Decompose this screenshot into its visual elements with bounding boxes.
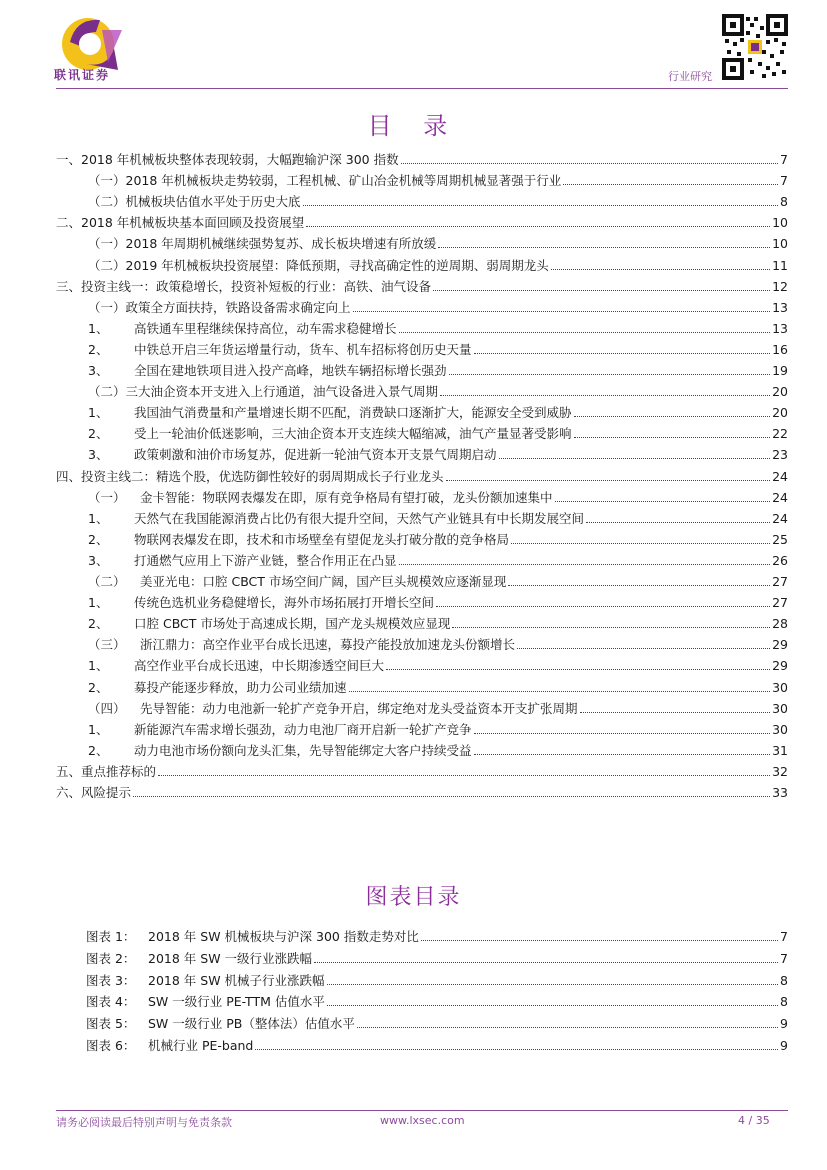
toc-entry-number: （二） xyxy=(88,574,126,589)
figure-entry-page: 9 xyxy=(780,1016,788,1032)
toc-entry-text: 传统色选机业务稳健增长，海外市场拓展打开增长空间 xyxy=(134,595,435,611)
toc-entry-number: 2、 xyxy=(88,679,109,695)
figure-entry[interactable] xyxy=(86,927,788,947)
toc-entry-page: 13 xyxy=(772,320,788,336)
toc-entry-page: 26 xyxy=(772,552,788,568)
footer-divider xyxy=(56,1110,788,1111)
toc-entry-number: （四） xyxy=(88,700,126,716)
toc-entry-page: 20 xyxy=(772,384,788,400)
toc-entry-number: （一） xyxy=(88,489,126,505)
toc-entry[interactable] xyxy=(88,656,788,676)
toc-entry-page: 29 xyxy=(772,637,788,653)
toc-entry-page: 29 xyxy=(772,658,788,674)
toc-leader-dots xyxy=(401,150,778,164)
toc-entry[interactable] xyxy=(88,678,788,698)
toc-leader-dots xyxy=(446,467,771,481)
toc-leader-dots xyxy=(517,635,770,649)
toc-entry-page: 27 xyxy=(772,574,788,589)
toc-entry-page: 16 xyxy=(772,341,788,357)
toc-entry-page: 32 xyxy=(772,763,788,779)
figure-leader-dots xyxy=(255,1036,778,1050)
toc-entry[interactable] xyxy=(88,382,788,402)
qr-code-icon xyxy=(722,14,788,80)
toc-entry-page: 24 xyxy=(772,489,788,505)
toc-entry-text: 打通燃气应用上下游产业链，整合作用正在凸显 xyxy=(134,552,397,568)
toc-leader-dots xyxy=(158,762,770,776)
toc-title: 目 录 xyxy=(367,112,460,140)
toc-entry[interactable] xyxy=(88,551,788,571)
figure-entry[interactable] xyxy=(86,949,788,969)
toc-entry-page: 13 xyxy=(772,299,788,315)
toc-entry-text: 一、2018 年机械板块整体表现较弱，大幅跑输沪深 300 指数 xyxy=(56,152,399,167)
figure-entry[interactable] xyxy=(86,992,788,1012)
toc-entry-page: 31 xyxy=(772,742,788,758)
toc-entry-page: 23 xyxy=(772,447,788,463)
toc-entry[interactable] xyxy=(88,593,788,613)
toc-entry-page: 12 xyxy=(772,278,788,294)
toc-entry[interactable] xyxy=(56,467,788,487)
toc-entry-text: 高空作业平台成长迅速，中长期渗透空间巨大 xyxy=(134,658,385,674)
footer-page-number: 4 / 35 xyxy=(738,1114,770,1127)
toc-entry[interactable] xyxy=(88,614,788,634)
toc-entry-page: 10 xyxy=(772,236,788,252)
toc-entry[interactable] xyxy=(88,424,788,444)
toc-leader-dots xyxy=(574,424,771,438)
figure-list-title: 图表目录 xyxy=(365,885,462,910)
toc-entry-number: 1、 xyxy=(88,405,109,421)
figure-entry-label: 图表 1： xyxy=(86,929,136,944)
toc-entry[interactable] xyxy=(88,635,788,655)
toc-entry-number: 2、 xyxy=(88,341,109,357)
toc-entry-text: 中铁总开启三年货运增量行动，货车、机车招标将创历史天量 xyxy=(134,341,472,357)
toc-entry[interactable] xyxy=(88,340,788,360)
toc-leader-dots xyxy=(574,403,771,417)
toc-entry-page: 30 xyxy=(772,721,788,737)
toc-entry-number: 3、 xyxy=(88,552,109,568)
toc-entry-number: 3、 xyxy=(88,363,109,378)
toc-entry[interactable] xyxy=(88,572,788,592)
figure-entry-page: 7 xyxy=(780,929,788,944)
figure-entry-page: 7 xyxy=(780,950,788,966)
toc-leader-dots xyxy=(511,530,770,544)
toc-entry-number: 1、 xyxy=(88,320,109,336)
toc-entry-number: 1、 xyxy=(88,595,109,611)
toc-entry-page: 25 xyxy=(772,531,788,547)
toc-entry-text: 我国油气消费量和产量增速长期不匹配，消费缺口逐渐扩大，能源安全受到威胁 xyxy=(134,405,572,421)
report-type-tag: 行业研究 xyxy=(668,70,712,83)
toc-entry[interactable] xyxy=(88,403,788,423)
figure-entry[interactable] xyxy=(86,1036,788,1056)
toc-leader-dots xyxy=(349,678,771,692)
toc-entry[interactable] xyxy=(56,150,788,170)
toc-leader-dots xyxy=(440,382,770,396)
toc-entry[interactable] xyxy=(88,699,788,719)
footer-disclaimer[interactable]: 请务必阅读最后特别声明与免责条款 xyxy=(56,1116,232,1129)
figure-entry-page: 8 xyxy=(780,972,788,988)
toc-leader-dots xyxy=(433,277,770,291)
toc-entry-number: 3、 xyxy=(88,447,109,463)
toc-entry-text: 金卡智能：物联网表爆发在即，原有竞争格局有望打破，龙头份额加速集中 xyxy=(140,489,553,505)
figure-entry-text: 2018 年 SW 一级行业涨跌幅 xyxy=(148,950,313,966)
toc-entry[interactable] xyxy=(88,530,788,550)
toc-entry-number: 1、 xyxy=(88,721,109,737)
toc-entry-text: 先导智能：动力电池新一轮扩产竞争开启，绑定绝对龙头受益资本开支扩张周期 xyxy=(140,700,578,716)
toc-entry-text: 口腔 CBCT 市场处于高速成长期，国产龙头规模效应显现 xyxy=(134,616,451,632)
figure-entry-page: 8 xyxy=(780,994,788,1010)
figure-entry-label: 图表 6： xyxy=(86,1038,136,1053)
toc-entry[interactable] xyxy=(88,234,788,254)
toc-entry[interactable] xyxy=(88,171,788,191)
toc-entry[interactable] xyxy=(88,256,788,276)
toc-leader-dots xyxy=(399,551,771,565)
toc-entry[interactable] xyxy=(56,213,788,233)
toc-entry-text: 募投产能逐步释放，助力公司业绩加速 xyxy=(134,679,347,695)
toc-leader-dots xyxy=(580,699,771,713)
toc-entry-text: （二）三大油企资本开支进入上行通道，油气设备进入景气周期 xyxy=(88,384,439,400)
toc-entry-number: 1、 xyxy=(88,510,109,526)
toc-leader-dots xyxy=(474,340,771,354)
toc-entry-number: 2、 xyxy=(88,531,109,547)
toc-entry-text: 动力电池市场份额向龙头汇集，先导智能绑定大客户持续受益 xyxy=(134,742,472,758)
toc-entry-page: 24 xyxy=(772,510,788,526)
toc-leader-dots xyxy=(563,171,778,185)
toc-leader-dots xyxy=(353,298,771,312)
toc-entry[interactable] xyxy=(56,783,788,803)
figure-entry[interactable] xyxy=(86,1014,788,1034)
toc-entry-text: 政策刺激和油价市场复苏，促进新一轮油气资本开支景气周期启动 xyxy=(134,447,497,463)
toc-entry-page: 22 xyxy=(772,426,788,442)
toc-entry-text: 六、风险提示 xyxy=(56,785,132,800)
toc-leader-dots xyxy=(133,783,770,797)
logo-text: 联讯证券 xyxy=(54,68,111,82)
toc-entry[interactable] xyxy=(88,361,788,381)
figure-entry-label: 图表 4： xyxy=(86,994,136,1010)
figure-entry-page: 9 xyxy=(780,1038,788,1053)
toc-entry-text: （一）2018 年周期机械继续强势复苏、成长板块增速有所放缓 xyxy=(88,236,437,252)
toc-entry-text: 三、投资主线一：政策稳增长，投资补短板的行业：高铁、油气设备 xyxy=(56,278,432,294)
toc-entry-text: （二）2019 年机械板块投资展望：降低预期，寻找高确定性的逆周期、弱周期龙头 xyxy=(88,257,549,273)
toc-leader-dots xyxy=(586,509,770,523)
toc-entry-text: 全国在建地铁项目进入投产高峰，地铁车辆招标增长强劲 xyxy=(134,363,447,378)
toc-leader-dots xyxy=(303,192,779,206)
toc-entry-page: 7 xyxy=(780,173,788,189)
toc-entry[interactable] xyxy=(88,319,788,339)
toc-entry-number: （三） xyxy=(88,637,126,653)
toc-leader-dots xyxy=(306,213,770,227)
toc-entry[interactable] xyxy=(56,277,788,297)
toc-leader-dots xyxy=(452,614,770,628)
figure-entry-text: SW 一级行业 PB（整体法）估值水平 xyxy=(148,1016,355,1032)
toc-entry-page: 11 xyxy=(772,257,788,273)
toc-entry-page: 20 xyxy=(772,405,788,421)
toc-entry-text: （二）机械板块估值水平处于历史大底 xyxy=(88,194,301,210)
toc-leader-dots xyxy=(474,741,771,755)
figure-entry-label: 图表 3： xyxy=(86,972,136,988)
figure-leader-dots xyxy=(327,971,779,985)
figure-leader-dots xyxy=(357,1014,778,1028)
toc-leader-dots xyxy=(436,593,770,607)
toc-entry[interactable] xyxy=(88,298,788,318)
toc-entry-text: 新能源汽车需求增长强劲，动力电池厂商开启新一轮扩产竞争 xyxy=(134,721,472,737)
toc-entry[interactable] xyxy=(88,488,788,508)
toc-leader-dots xyxy=(555,488,771,502)
toc-entry-text: 四、投资主线二：精选个股，优选防御性较好的弱周期成长子行业龙头 xyxy=(56,468,444,484)
toc-leader-dots xyxy=(399,319,771,333)
toc-entry-text: 受上一轮油价低迷影响，三大油企资本开支连续大幅缩减，油气产量显著受影响 xyxy=(134,426,572,442)
toc-entry-page: 30 xyxy=(772,700,788,716)
header-divider xyxy=(56,88,788,89)
figure-leader-dots xyxy=(314,949,778,963)
toc-entry-page: 8 xyxy=(780,194,788,210)
toc-entry-text: （一）政策全方面扶持，铁路设备需求确定向上 xyxy=(88,299,351,315)
figure-entry-text: 2018 年 SW 机械板块与沪深 300 指数走势对比 xyxy=(148,929,419,944)
toc-entry-text: 物联网表爆发在即，技术和市场壁垒有望促龙头打破分散的竞争格局 xyxy=(134,531,510,547)
toc-entry-page: 7 xyxy=(780,152,788,167)
figure-entry[interactable] xyxy=(86,971,788,991)
toc-entry-page: 10 xyxy=(772,215,788,231)
toc-entry[interactable] xyxy=(88,720,788,740)
toc-entry-page: 27 xyxy=(772,595,788,611)
toc-leader-dots xyxy=(449,361,771,375)
toc-leader-dots xyxy=(438,234,770,248)
toc-entry[interactable] xyxy=(88,445,788,465)
toc-entry-text: 天然气在我国能源消费占比仍有很大提升空间，天然气产业链具有中长期发展空间 xyxy=(134,510,585,526)
figure-entry-label: 图表 5： xyxy=(86,1016,136,1032)
figure-entry-text: 机械行业 PE-band xyxy=(148,1038,254,1053)
figure-entry-text: SW 一级行业 PE-TTM 估值水平 xyxy=(148,994,325,1010)
toc-leader-dots xyxy=(508,572,770,586)
toc-leader-dots xyxy=(386,656,770,670)
toc-entry-number: 2、 xyxy=(88,426,109,442)
toc-entry[interactable] xyxy=(88,509,788,529)
figure-leader-dots xyxy=(327,992,778,1006)
toc-entry[interactable] xyxy=(56,762,788,782)
toc-entry-page: 19 xyxy=(772,363,788,378)
figure-leader-dots xyxy=(421,927,778,941)
toc-entry-number: 2、 xyxy=(88,742,109,758)
toc-entry-page: 33 xyxy=(772,785,788,800)
toc-leader-dots xyxy=(474,720,771,734)
footer-url[interactable]: www.lxsec.com xyxy=(380,1114,465,1127)
toc-entry[interactable] xyxy=(88,192,788,212)
toc-entry-text: 美亚光电：口腔 CBCT 市场空间广阔，国产巨头规模效应逐渐显现 xyxy=(140,574,507,589)
toc-leader-dots xyxy=(551,256,770,270)
toc-entry-number: 1、 xyxy=(88,658,109,674)
figure-entry-text: 2018 年 SW 机械子行业涨跌幅 xyxy=(148,972,325,988)
page-header xyxy=(0,0,827,95)
toc-entry-text: （一）2018 年机械板块走势较弱，工程机械、矿山冶金机械等周期机械显著强于行业 xyxy=(88,173,562,189)
toc-entry-number: 2、 xyxy=(88,616,109,632)
toc-entry-page: 28 xyxy=(772,616,788,632)
toc-leader-dots xyxy=(499,445,771,459)
toc-entry[interactable] xyxy=(88,741,788,761)
toc-entry-text: 高铁通车里程继续保持高位，动车需求稳健增长 xyxy=(134,320,397,336)
figure-entry-label: 图表 2： xyxy=(86,950,136,966)
toc-entry-page: 24 xyxy=(772,468,788,484)
toc-entry-text: 五、重点推荐标的 xyxy=(56,763,157,779)
toc-entry-text: 浙江鼎力：高空作业平台成长迅速，募投产能投放加速龙头份额增长 xyxy=(140,637,516,653)
toc-entry-page: 30 xyxy=(772,679,788,695)
toc-entry-text: 二、2018 年机械板块基本面回顾及投资展望 xyxy=(56,215,305,231)
